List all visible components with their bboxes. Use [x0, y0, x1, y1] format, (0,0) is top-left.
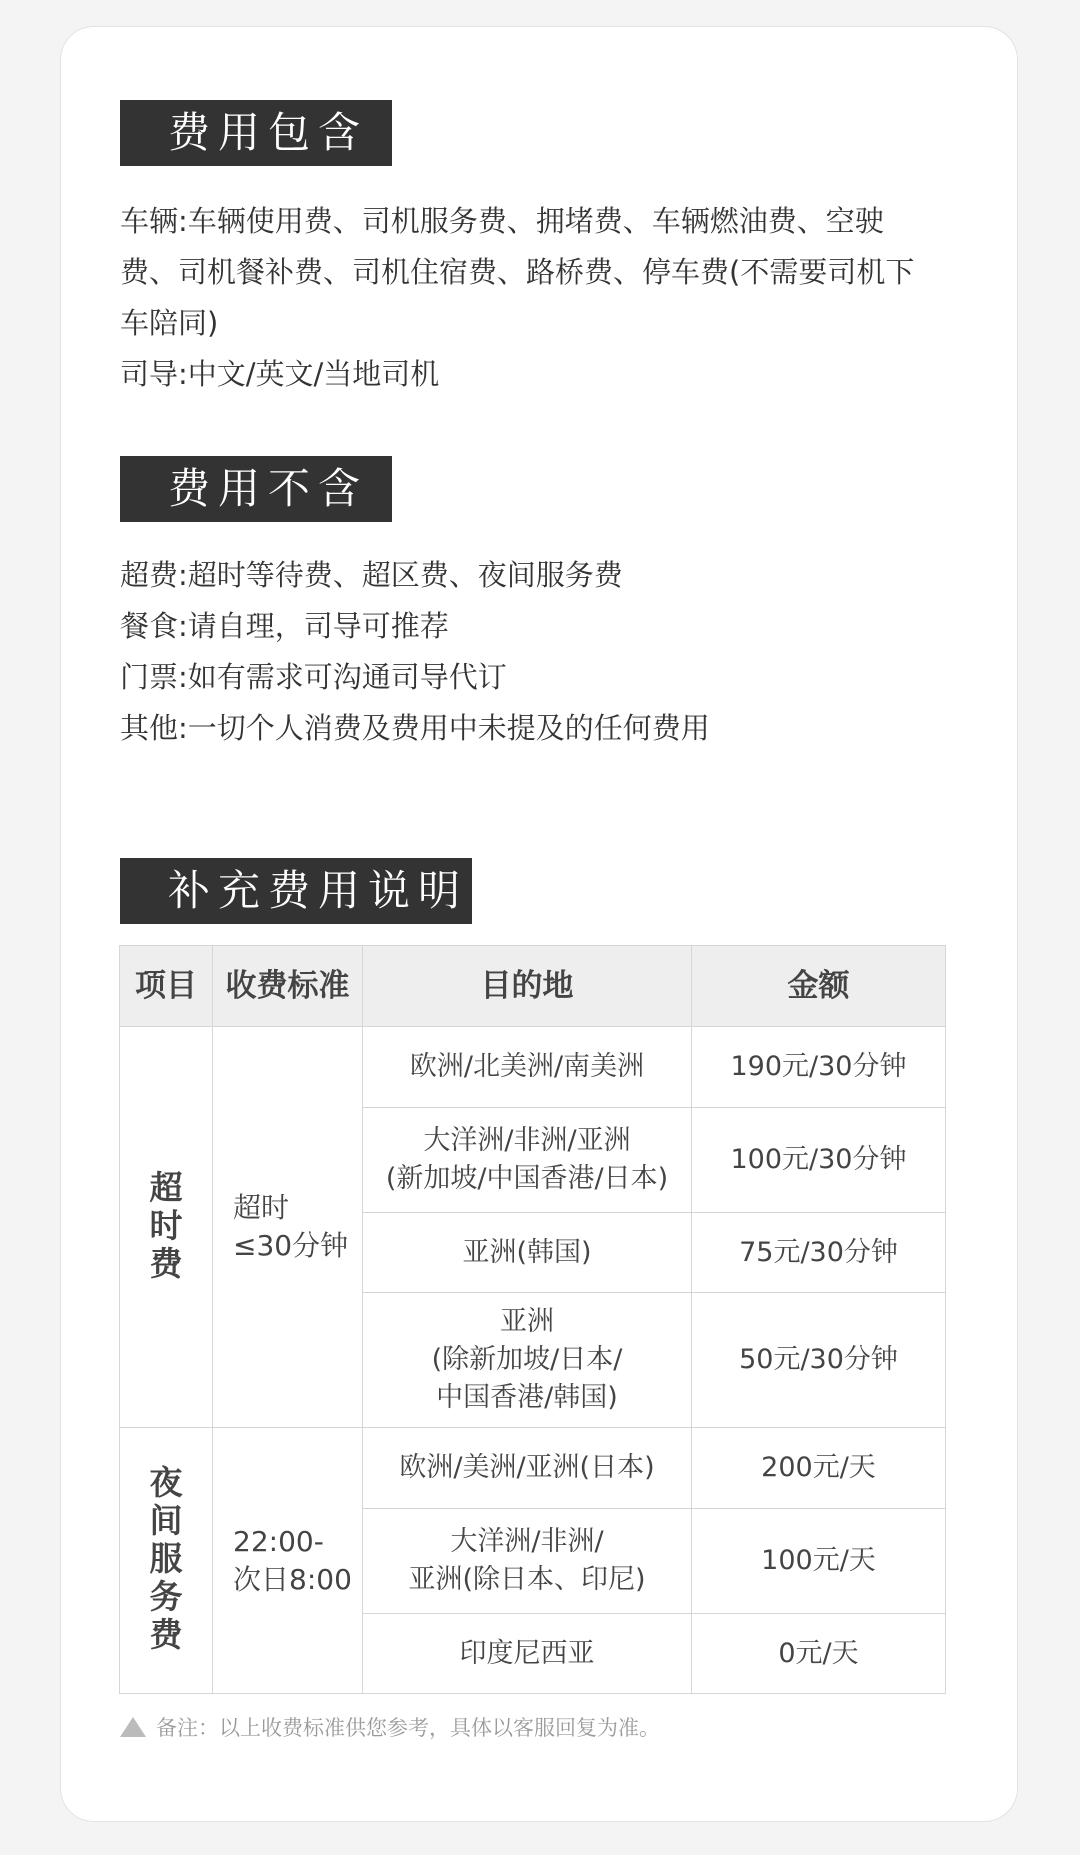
- excluded-heading: 费用不含: [120, 456, 392, 522]
- destination-cell: 欧洲/美洲/亚洲(日本): [363, 1428, 692, 1509]
- destination-cell: 大洋洲/非洲/ 亚洲(除日本、印尼): [363, 1509, 692, 1614]
- header-standard: 收费标准: [213, 946, 363, 1027]
- supplement-fee-table: [119, 945, 946, 1694]
- excluded-line-tickets: 门票:如有需求可沟通司导代订: [120, 660, 507, 694]
- amount-cell: 100元/30分钟: [692, 1108, 946, 1213]
- table-row: [120, 1027, 946, 1108]
- included-line-guide: 司导:中文/英文/当地司机: [120, 357, 440, 391]
- destination-cell: 印度尼西亚: [363, 1614, 692, 1694]
- amount-cell: 190元/30分钟: [692, 1027, 946, 1108]
- destination-cell: 亚洲(韩国): [363, 1213, 692, 1293]
- standard-night: 22:00- 次日8:00: [213, 1428, 363, 1694]
- table-header-row: [120, 946, 946, 1027]
- excluded-text: [120, 550, 940, 754]
- header-amount: 金额: [692, 946, 946, 1027]
- amount-cell: 50元/30分钟: [692, 1293, 946, 1428]
- amount-cell: 0元/天: [692, 1614, 946, 1694]
- included-text: [120, 196, 940, 400]
- item-overtime-cell: [120, 1027, 213, 1428]
- amount-cell: 100元/天: [692, 1509, 946, 1614]
- destination-cell: 大洋洲/非洲/亚洲 (新加坡/中国香港/日本): [363, 1108, 692, 1213]
- amount-cell: 200元/天: [692, 1428, 946, 1509]
- excluded-line-extra: 超费:超时等待费、超区费、夜间服务费: [120, 558, 623, 592]
- standard-overtime: 超时 ≤30分钟: [213, 1027, 363, 1428]
- table-row: [120, 1428, 946, 1509]
- destination-cell: 欧洲/北美洲/南美洲: [363, 1027, 692, 1108]
- excluded-line-meals: 餐食:请自理，司导可推荐: [120, 609, 449, 643]
- item-overtime: 超时费: [149, 1167, 183, 1283]
- amount-cell: 75元/30分钟: [692, 1213, 946, 1293]
- supplement-heading: 补充费用说明: [120, 858, 472, 924]
- header-item: 项目: [120, 946, 213, 1027]
- item-night: 夜间服务费: [149, 1463, 183, 1654]
- included-heading: 费用包含: [120, 100, 392, 166]
- excluded-line-other: 其他:一切个人消费及费用中未提及的任何费用: [120, 711, 710, 745]
- footnote: [120, 1712, 660, 1742]
- header-destination: 目的地: [363, 946, 692, 1027]
- included-line-vehicle: 车辆:车辆使用费、司机服务费、拥堵费、车辆燃油费、空驶费、司机餐补费、司机住宿费、路桥费、停车费(不需要司机下车陪同): [120, 204, 915, 340]
- warning-triangle-icon: [120, 1717, 146, 1737]
- item-night-cell: [120, 1428, 213, 1694]
- footnote-text: 备注：以上收费标准供您参考，具体以客服回复为准。: [156, 1716, 660, 1740]
- destination-cell: 亚洲 (除新加坡/日本/ 中国香港/韩国): [363, 1293, 692, 1428]
